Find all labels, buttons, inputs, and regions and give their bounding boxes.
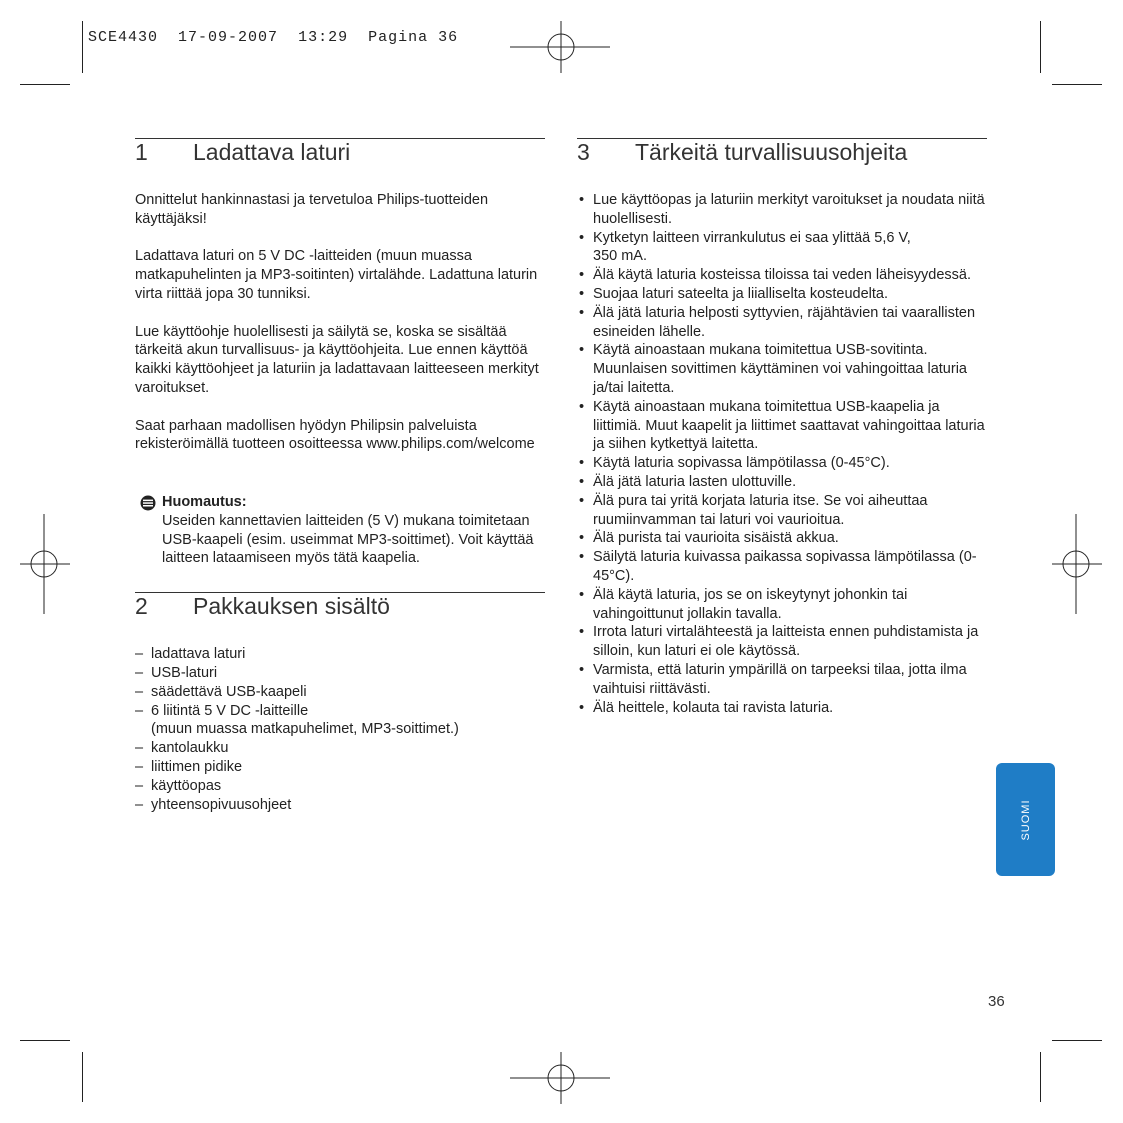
list-item: • Käytä ainoastaan mukana toimitettua USB-sovitinta. Muunlaisen sovittimen käyttäminen voi vahingoittaa laturia ja/tai laitetta. xyxy=(577,341,987,397)
section-3-number: 3 xyxy=(577,139,590,165)
section-2-heading xyxy=(135,593,545,635)
instructions-paragraph: Lue käyttöohje huolellisesti ja säilytä se, koska se sisältää tärkeitä akun turvallisuus- ja käyttöohjeita. Lue ennen käyttöä kaikki käyttöohjeet ja laturiin ja ladattavaan laitteeseen merkityt varoitukset. xyxy=(135,323,539,396)
list-item: • Käytä ainoastaan mukana toimitettua USB-kaapelia ja liittimiä. Muut kaapelit ja liittimet saattavat vahingoittaa laturia ja siihen kytkettyä laitetta. xyxy=(577,398,987,454)
list-item: • Kytketyn laitteen virrankulutus ei saa ylittää 5,6 V, 350 mA. xyxy=(577,229,987,267)
crop-mark xyxy=(1040,1052,1041,1102)
list-item xyxy=(135,664,545,683)
registration-mark-top xyxy=(510,21,610,73)
list-item: • Irrota laturi virtalähteestä ja laitteista ennen puhdistamista ja silloin, kun laturi ei ole käytössä. xyxy=(577,623,987,661)
right-column xyxy=(577,138,987,717)
section-1-title: Ladattava laturi xyxy=(193,139,351,165)
list-item-text: 6 liitintä 5 V DC -laitteille xyxy=(151,702,309,719)
list-item-text: yhteensopivuusohjeet xyxy=(151,796,292,813)
list-item: • Varmista, että laturin ympärillä on tarpeeksi tilaa, jotta ilma vaihtuisi riittävästi. xyxy=(577,661,987,699)
list-item-text: säädettävä USB-kaapeli xyxy=(151,683,307,700)
description-paragraph: Ladattava laturi on 5 V DC -laitteiden (muun muassa matkapuhelinten ja MP3-soitinten) virtalähde. Ladattuna laturin virta riittää jopa 30 tunniksi. xyxy=(135,248,538,302)
list-item: • Säilytä laturia kuivassa paikassa sopivassa lämpötilassa (0-45°C). xyxy=(577,548,987,586)
list-item xyxy=(135,796,545,815)
list-item: • Älä käytä laturia kosteissa tiloissa tai veden läheisyydessä. xyxy=(577,266,987,285)
section-3-title: Tärkeitä turvallisuusohjeita xyxy=(635,139,908,165)
crop-mark xyxy=(1052,1040,1102,1041)
registration-mark-right xyxy=(1052,514,1102,614)
list-item-subtext: (muun muassa matkapuhelimet, MP3-soittimet.) xyxy=(151,721,459,738)
list-item: • Älä jätä laturia lasten ulottuville. xyxy=(577,473,987,492)
language-tab xyxy=(996,763,1055,876)
print-slug xyxy=(88,29,458,46)
slug-time: 13:29 xyxy=(298,29,349,46)
list-item xyxy=(135,777,545,796)
page-number: 36 xyxy=(988,993,1005,1010)
slug-code: SCE4430 xyxy=(88,29,159,46)
section-1-heading xyxy=(135,139,545,181)
crop-mark xyxy=(1052,84,1102,85)
list-item-text: USB-laturi xyxy=(151,664,218,681)
list-item: • Älä jätä laturia helposti syttyvien, räjähtävien tai vaarallisten esineiden lähelle. xyxy=(577,304,987,342)
registration-mark-bottom xyxy=(510,1052,610,1104)
language-tab-label: SUOMI xyxy=(1019,798,1032,841)
section-1-number: 1 xyxy=(135,139,148,165)
crop-mark xyxy=(1040,21,1041,73)
slug-date: 17-09-2007 xyxy=(178,29,279,46)
section-3-heading xyxy=(577,139,987,181)
list-item: • Lue käyttöopas ja laturiin merkityt varoitukset ja noudata niitä huolellisesti. xyxy=(577,191,987,229)
note-icon xyxy=(140,495,156,511)
crop-mark xyxy=(82,21,83,73)
list-item: • Älä käytä laturia, jos se on iskeytynyt johonkin tai vahingoittunut jollakin tavalla. xyxy=(577,586,987,624)
note-block xyxy=(135,493,545,568)
safety-instructions-list xyxy=(577,191,987,717)
list-item xyxy=(135,739,545,758)
note-title: Huomautus: xyxy=(162,493,247,510)
crop-mark xyxy=(82,1052,83,1102)
section-2-number: 2 xyxy=(135,593,148,620)
intro-paragraph: Onnittelut hankinnastasi ja tervetuloa Philips-tuotteiden käyttäjäksi! xyxy=(135,192,489,227)
list-item: • Käytä laturia sopivassa lämpötilassa (0-45°C). xyxy=(577,454,987,473)
registration-mark-left xyxy=(20,514,70,614)
list-item: • Älä heittele, kolauta tai ravista laturia. xyxy=(577,699,987,718)
note-text: Useiden kannettavien laitteiden (5 V) mukana toimitetaan USB-kaapeli (esim. useimmat MP3-soittimet). Voit käyttää laitteen lataamiseen myös tätä kaapelia. xyxy=(162,512,534,567)
package-contents-list xyxy=(135,645,545,814)
list-item-text: kantolaukku xyxy=(151,740,229,757)
list-item-text: käyttöopas xyxy=(151,777,222,794)
registration-paragraph: Saat parhaan madollisen hyödyn Philipsin palveluista rekisteröimällä tuotteen osoitteessa www.philips.com/welcome xyxy=(135,417,535,453)
list-item xyxy=(135,683,545,702)
list-item xyxy=(135,702,545,740)
section-2-title: Pakkauksen sisältö xyxy=(193,593,390,620)
list-item xyxy=(135,645,545,664)
slug-page-label: Pagina 36 xyxy=(368,29,459,46)
list-item-text: liittimen pidike xyxy=(151,758,243,775)
left-column xyxy=(135,138,545,814)
crop-mark xyxy=(20,1040,70,1041)
list-item-text: ladattava laturi xyxy=(151,646,246,663)
crop-mark xyxy=(20,84,70,85)
list-item xyxy=(135,758,545,777)
list-item: • Suojaa laturi sateelta ja liialliselta kosteudelta. xyxy=(577,285,987,304)
list-item: • Älä pura tai yritä korjata laturia itse. Se voi aiheuttaa ruumiinvamman tai laturi voi vaurioitua. xyxy=(577,492,987,530)
list-item: • Älä purista tai vaurioita sisäistä akkua. xyxy=(577,529,987,548)
